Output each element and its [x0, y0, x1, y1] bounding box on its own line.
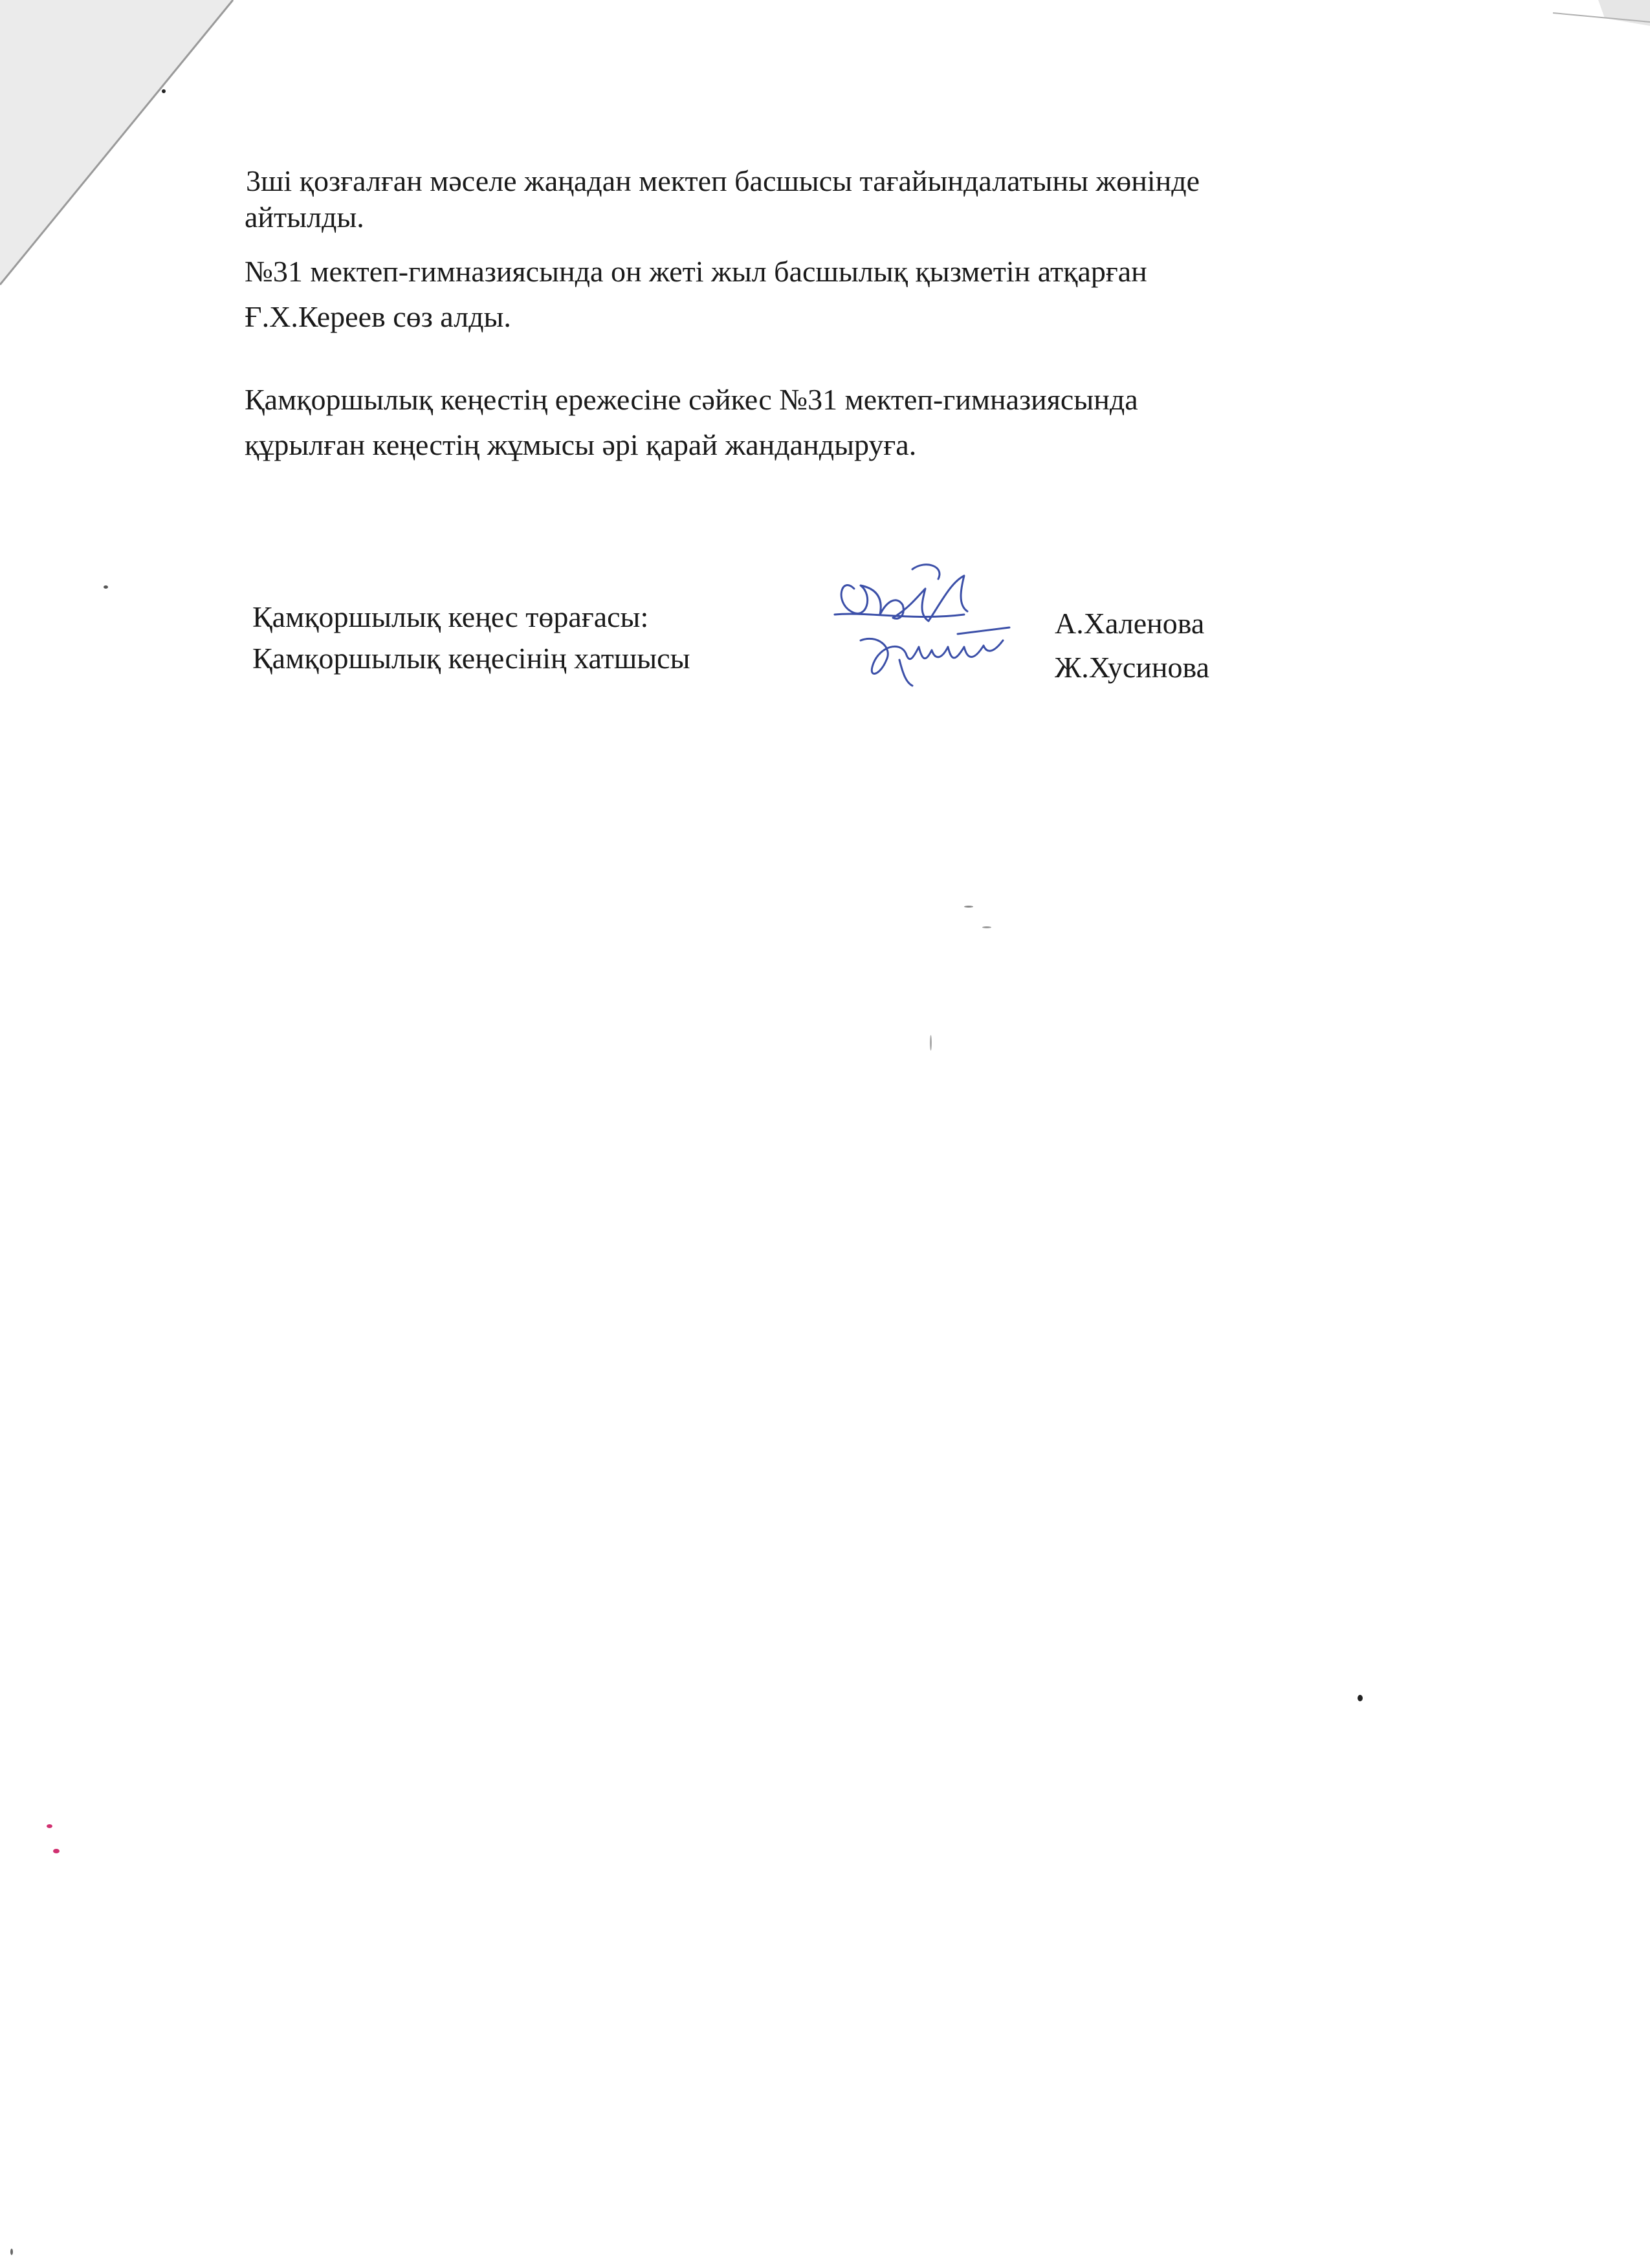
paragraph-1-line-4: Ғ.Х.Кереев сөз алды. — [245, 300, 511, 333]
paragraph-2-line-1: Қамқоршылық кеңестің ережесіне сәйкес №31 мектеп-гимназиясында — [245, 383, 1138, 416]
paragraph-1-line-2: айтылды. — [245, 201, 364, 234]
scan-speck — [53, 1849, 60, 1853]
secretary-title: Қамқоршылық кеңесінің хатшысы — [252, 642, 690, 675]
scan-speck — [162, 89, 166, 93]
paragraph-1-line-1: 3ші қозғалған мәселе жаңадан мектеп басшысы тағайындалатыны жөнінде — [246, 164, 1200, 197]
scan-speck — [104, 585, 108, 589]
scan-speck — [930, 1035, 932, 1051]
paragraph-1-line-3: №31 мектеп-гимназиясында он жеті жыл басшылық қызметін атқарған — [245, 255, 1147, 288]
scan-speck — [964, 906, 973, 908]
chair-name: А.Халенова — [1055, 607, 1205, 640]
scan-speck — [982, 926, 991, 928]
paragraph-2-line-2: құрылған кеңестің жұмысы әрі қарай жандандыруға. — [245, 428, 917, 461]
secretary-name: Ж.Хусинова — [1055, 651, 1210, 684]
chair-title: Қамқоршылық кеңес төрағасы: — [252, 600, 649, 633]
handwritten-signatures — [815, 550, 1035, 699]
scan-speck — [1358, 1695, 1363, 1701]
scan-speck — [10, 2249, 13, 2255]
second-sheet-corner — [1598, 0, 1650, 26]
scan-speck — [47, 1824, 52, 1828]
